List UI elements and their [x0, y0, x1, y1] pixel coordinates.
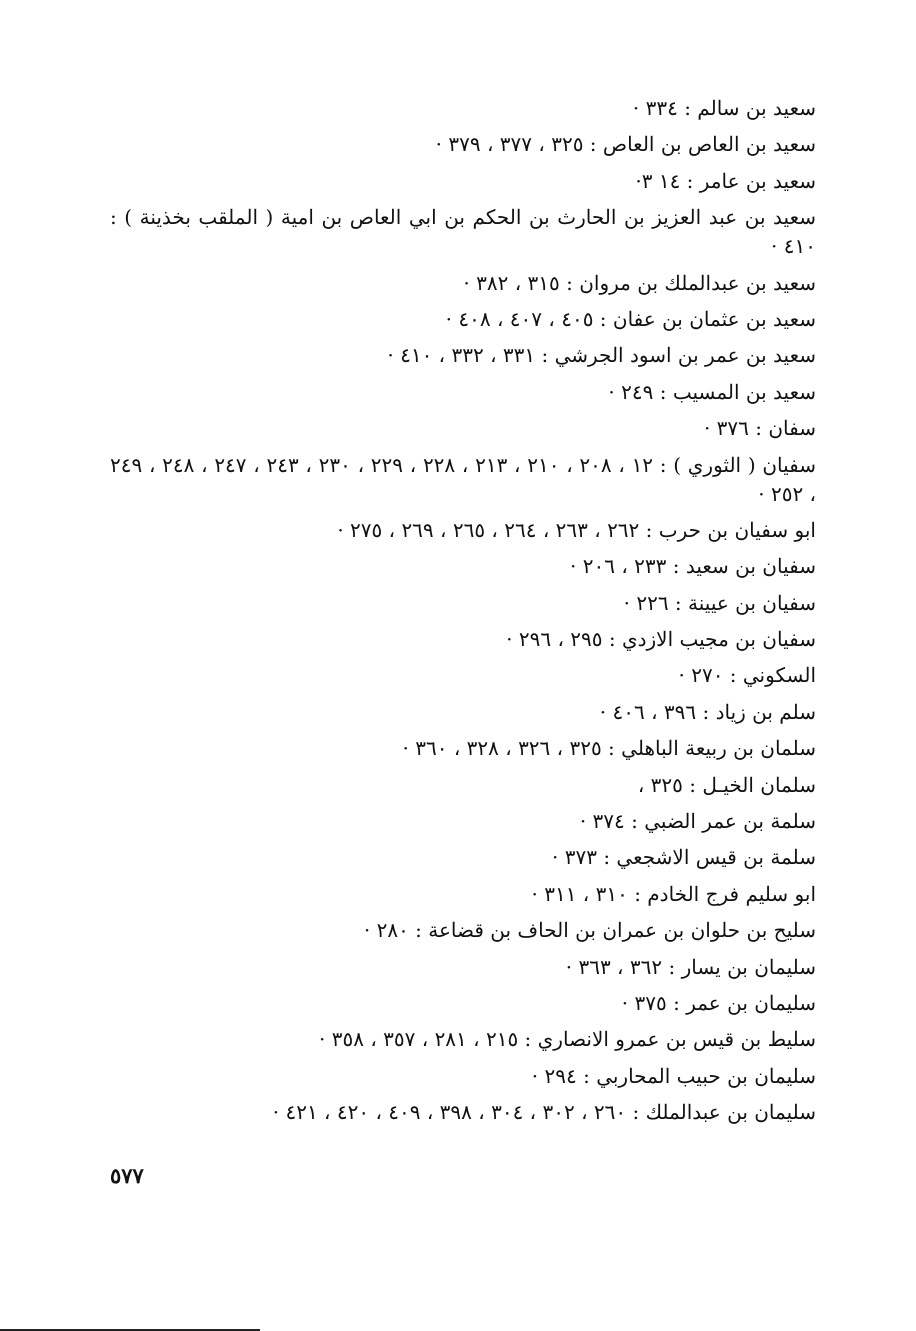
index-entry: سليط بن قيس بن عمرو الانصاري : ٢١٥ ، ٢٨١ ، ٣٥٧ ، ٣٥٨ · — [319, 1027, 816, 1052]
index-entry: سلمان الخيـل : ٣٢٥ ، — [637, 772, 816, 797]
index-entry: سفيان بن مجيب الازدي : ٢٩٥ ، ٢٩٦ · — [506, 627, 816, 652]
index-entry: سعيد بن العاص بن العاص : ٣٢٥ ، ٣٧٧ ، ٣٧٩ · — [435, 132, 816, 157]
index-entry: سعيد بن المسيب : ٢٤٩ · — [608, 379, 816, 404]
index-entry: سلمة بن قيس الاشجعي : ٣٧٣ · — [552, 845, 816, 870]
index-entry: سليمان بن حبيب المحاربي : ٢٩٤ · — [531, 1063, 816, 1088]
index-entry: سفيان بن سعيد : ٢٣٣ ، ٢٠٦ · — [570, 554, 816, 579]
name-index-list — [110, 94, 816, 1135]
index-entry: سلمان بن ربيعة الباهلي : ٣٢٥ ، ٣٢٦ ، ٣٢٨ ، ٣٦٠ · — [402, 736, 816, 761]
index-entry: سلمة بن عمر الضبي : ٣٧٤ · — [579, 809, 816, 834]
page-number: ٥٧٧ — [110, 1163, 144, 1188]
index-entry: سعيد بن عمر بن اسود الجرشي : ٣٣١ ، ٣٣٢ ، ٤١٠ · — [387, 343, 816, 368]
index-entry: سعيد بن سالم : ٣٣٤ · — [632, 96, 816, 120]
index-entry: سلم بن زياد : ٣٩٦ ، ٤٠٦ · — [599, 699, 816, 724]
index-entry: سفان : ٣٧٦ · — [703, 416, 816, 441]
index-entry: ابو سليم فرج الخادم : ٣١٠ ، ٣١١ · — [531, 881, 816, 906]
index-entry: سعيد بن عبدالملك بن مروان : ٣١٥ ، ٣٨٢ · — [463, 270, 816, 295]
index-entry: سعيد بن عبد العزيز بن الحارث بن الحكم بن ابي العاص بن امية ( الملقب بخذينة ) : ٤١٠ · — [110, 205, 816, 259]
index-entry: سليح بن حلوان بن عمران بن الحاف بن قضاعة : ٢٨٠ · — [363, 918, 816, 943]
index-entry: سليمان بن يسار : ٣٦٢ ، ٣٦٣ · — [565, 954, 816, 979]
index-entry: سعيد بن عثمان بن عفان : ٤٠٥ ، ٤٠٧ ، ٤٠٨ · — [445, 306, 816, 331]
index-entry: سفيان ( الثوري ) : ١٢ ، ٢٠٨ ، ٢١٠ ، ٢١٣ ، ٢٢٨ ، ٢٢٩ ، ٢٣٠ ، ٢٤٣ ، ٢٤٧ ، ٢٤٨ ، ٢٤٩ ، ٢٥٢ · — [110, 452, 817, 506]
index-entry: سعيد بن عامر : ١٤ ٣· — [635, 168, 816, 193]
index-entry: السكوني : ٢٧٠ · — [678, 663, 816, 688]
index-entry: سفيان بن عيينة : ٢٢٦ · — [623, 590, 816, 615]
index-entry: سليمان بن عبدالملك : ٢٦٠ ، ٣٠٢ ، ٣٠٤ ، ٣٩٨ ، ٤٠٩ ، ٤٢٠ ، ٤٢١ · — [272, 1100, 816, 1125]
index-entry: سليمان بن عمر : ٣٧٥ · — [621, 990, 816, 1015]
index-entry: ابو سفيان بن حرب : ٢٦٢ ، ٢٦٣ ، ٢٦٤ ، ٢٦٥ ، ٢٦٩ ، ٢٧٥ · — [337, 517, 816, 542]
